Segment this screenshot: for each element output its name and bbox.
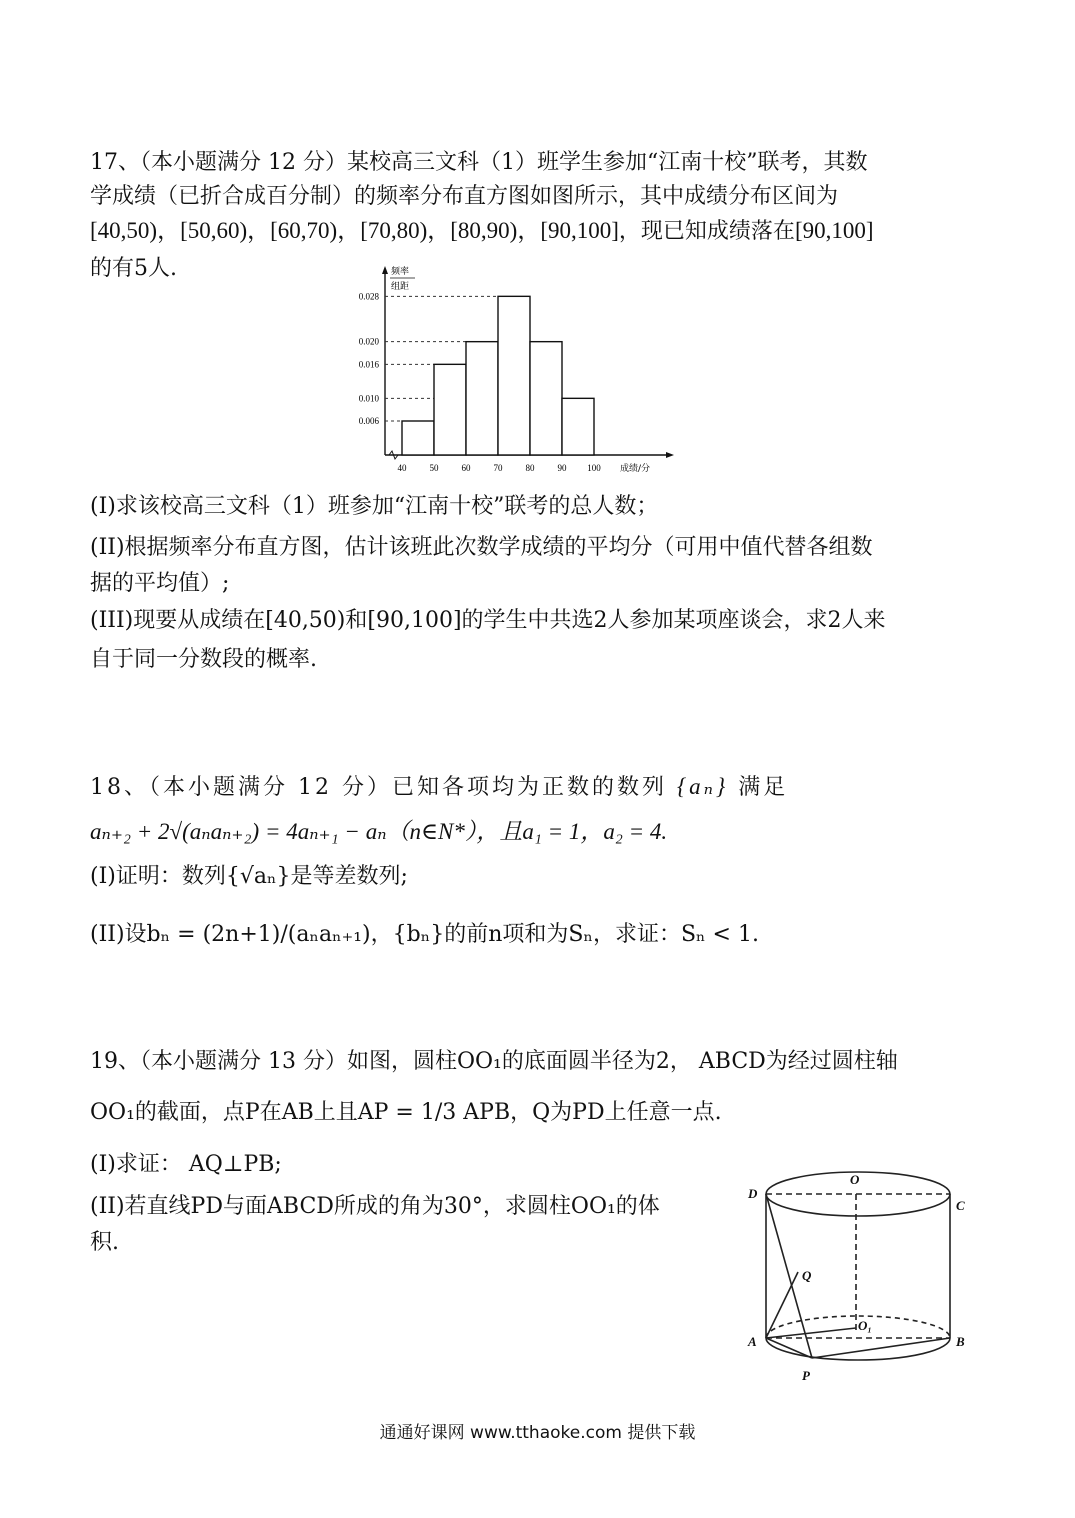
histogram-bar	[498, 296, 530, 455]
q19-part2-line1: (II)若直线PD与面ABCD所成的角为30°，求圆柱OO₁的体	[90, 1194, 660, 1219]
cylinder-figure	[740, 1160, 980, 1390]
q17-intro-tail: ，现已知成绩落在	[618, 219, 795, 244]
q17-part3-line2: 自于同一分数段的概率.	[90, 647, 317, 672]
q17-interval-end: [90,100]	[794, 218, 874, 243]
q17-part3-line1: (III)现要从成绩在[40,50)和[90,100]的学生中共选2人参加某项座谈会，求2人来	[90, 608, 886, 633]
q18-equation: aₙ₊₂ + 2√(aₙaₙ₊₂) = 4aₙ₊₁ − aₙ（n∈N*），且a₁ = 1，a₂ = 4.	[90, 819, 668, 844]
q17-part2-line1: (II)根据频率分布直方图，估计该班此次数学成绩的平均分（可用中值代替各组数	[90, 535, 873, 560]
x-tick-label: 50	[429, 463, 439, 473]
y-axis-label-top: 频率	[391, 267, 410, 277]
x-tick-label: 100	[587, 463, 601, 473]
q18-sequence: {aₙ}	[676, 774, 729, 799]
x-tick-label: 70	[493, 463, 503, 473]
y-tick-label: 0.006	[358, 416, 379, 426]
q19-part2-line2: 积.	[90, 1230, 119, 1255]
x-tick-label: 80	[525, 463, 535, 473]
q18-intro-line1	[90, 770, 990, 805]
label-A: A	[748, 1334, 757, 1349]
q18-part1: (I)证明：数列{√aₙ}是等差数列;	[90, 864, 408, 889]
y-tick-label: 0.020	[358, 336, 379, 347]
x-tick-label: 90	[557, 463, 567, 473]
histogram-bar	[562, 398, 594, 455]
q19-part1: (I)求证： AQ⊥PB;	[90, 1152, 282, 1177]
q17-part2-line2: 据的平均值）;	[90, 571, 230, 596]
q19-intro-line1: 19、（本小题满分 13 分）如图，圆柱OO₁的底面圆半径为2， ABCD为经过圆柱轴	[90, 1049, 898, 1074]
q17-intro-line2: 学成绩（已折合成百分制）的频率分布直方图如图所示，其中成绩分布区间为	[90, 184, 839, 209]
q17-part1: (I)求该校高三文科（1）班参加“江南十校”联考的总人数；	[90, 494, 659, 519]
label-O1: O₁	[858, 1318, 872, 1333]
histogram-bar	[402, 421, 434, 455]
x-tick-label: 60	[461, 463, 471, 473]
y-tick-label: 0.010	[358, 393, 379, 404]
q17-intro-line3	[90, 214, 990, 249]
label-C: C	[956, 1198, 965, 1213]
page-footer: 通通好课网 www.tthaoke.com 提供下载	[379, 1423, 696, 1443]
label-O: O	[850, 1172, 860, 1187]
segment-AO1-back	[766, 1328, 856, 1338]
y-tick-label: 0.016	[358, 359, 379, 370]
q18-intro-tail: 满足	[738, 775, 789, 800]
histogram-bar	[434, 364, 466, 455]
x-axis-arrow	[666, 452, 674, 458]
q18-part2: (II)设bₙ = (2n+1)/(aₙaₙ₊₁)，{bₙ}的前n项和为Sₙ，求证：Sₙ < 1.	[90, 922, 759, 947]
q19-intro-line2: OO₁的截面，点P在AB上且AP = 1/3 APB，Q为PD上任意一点.	[90, 1100, 722, 1125]
q17-intro-line4: 的有5人.	[90, 256, 177, 281]
q17-intro-line1: 17、（本小题满分 12 分）某校高三文科（1）班学生参加“江南十校”联考，其数	[90, 150, 868, 175]
x-tick-label: 40	[397, 463, 407, 473]
label-P: P	[802, 1368, 810, 1383]
segment-PB	[812, 1338, 950, 1358]
histogram-bar	[466, 342, 498, 455]
q18-intro-text: 18、（本小题满分 12 分）已知各项均为正数的数列	[90, 775, 667, 800]
x-axis-label: 成绩/分	[620, 464, 651, 474]
segment-AQ	[766, 1272, 798, 1338]
histogram-bar	[530, 342, 562, 455]
y-axis-arrow	[382, 266, 388, 274]
y-axis-label-bottom: 组距	[391, 282, 410, 292]
y-tick-label: 0.028	[358, 291, 379, 302]
segment-AP	[766, 1338, 812, 1358]
label-B: B	[956, 1334, 965, 1349]
q17-intervals: [40,50)，[50,60)，[60,70)，[70,80)，[80,90)，[90,100]	[90, 218, 619, 243]
frequency-histogram	[340, 262, 680, 487]
label-D: D	[748, 1186, 758, 1201]
label-Q: Q	[802, 1268, 812, 1283]
